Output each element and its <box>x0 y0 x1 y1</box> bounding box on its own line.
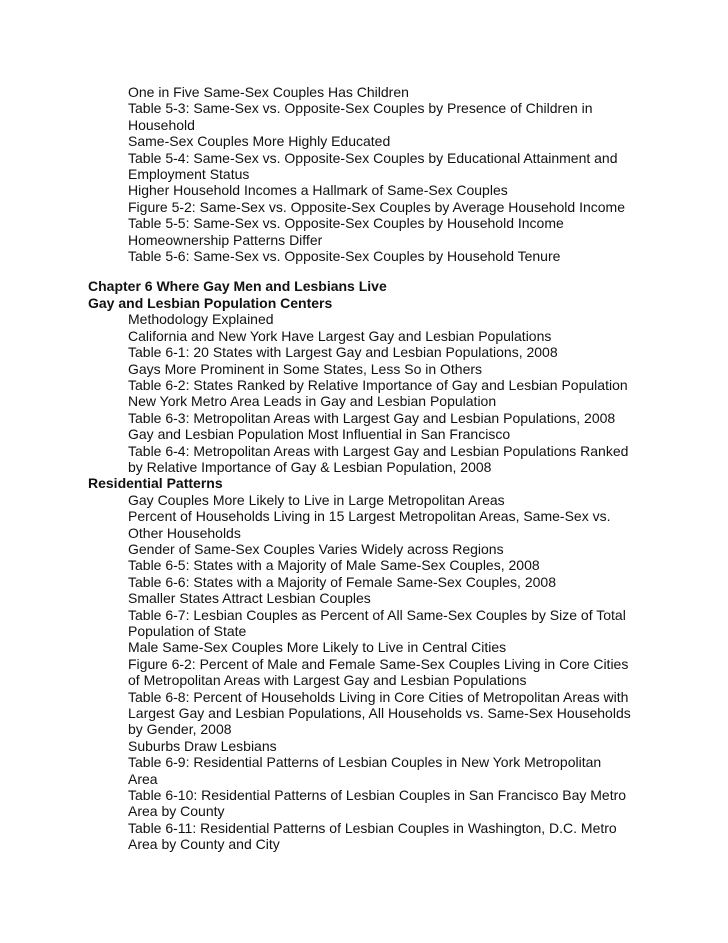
toc-entry: Table 6-7: Lesbian Couples as Percent of All Same-Sex Couples by Size of Total <box>128 606 626 623</box>
toc-entry: Gay Couples More Likely to Live in Large Metropolitan Areas <box>128 491 505 508</box>
toc-entry: Table 6-2: States Ranked by Relative Importance of Gay and Lesbian Population <box>128 376 628 393</box>
subsection2-entries <box>88 492 688 853</box>
subsection1-entries <box>88 311 688 475</box>
table-of-contents <box>88 84 688 853</box>
toc-entry: New York Metro Area Leads in Gay and Lesbian Population <box>128 393 497 410</box>
toc-entry: Gay and Lesbian Population Most Influential in San Francisco <box>128 426 511 443</box>
toc-entry: Table 6-11: Residential Patterns of Lesbian Couples in Washington, D.C. Metro <box>128 819 617 836</box>
toc-entry: Percent of Households Living in 15 Largest Metropolitan Areas, Same-Sex vs. <box>128 508 611 525</box>
toc-entry: Employment Status <box>128 166 250 183</box>
toc-entry: Table 5-4: Same-Sex vs. Opposite-Sex Couples by Educational Attainment and <box>128 149 618 166</box>
toc-entry: by Gender, 2008 <box>128 721 232 738</box>
toc-entry: by Relative Importance of Gay & Lesbian Population, 2008 <box>128 458 492 475</box>
toc-entry: Figure 6-2: Percent of Male and Female Same-Sex Couples Living in Core Cities <box>128 655 629 672</box>
toc-entry: Gays More Prominent in Some States, Less So in Others <box>128 360 483 377</box>
toc-entry: Homeownership Patterns Differ <box>128 231 323 248</box>
toc-entry: Table 6-3: Metropolitan Areas with Largest Gay and Lesbian Populations, 2008 <box>128 409 616 426</box>
toc-entry: Table 6-1: 20 States with Largest Gay and Lesbian Populations, 2008 <box>128 344 558 361</box>
subsection-title: Residential Patterns <box>88 475 223 492</box>
toc-entry: Other Households <box>128 524 241 541</box>
toc-entry: Same-Sex Couples More Highly Educated <box>128 133 391 150</box>
toc-entry: California and New York Have Largest Gay and Lesbian Populations <box>128 327 552 344</box>
toc-entry: of Metropolitan Areas with Largest Gay and Lesbian Populations <box>128 672 527 689</box>
subsection-title: Gay and Lesbian Population Centers <box>88 294 333 311</box>
toc-entry: Suburbs Draw Lesbians <box>128 737 277 754</box>
toc-entry: Table 5-3: Same-Sex vs. Opposite-Sex Couples by Presence of Children in <box>128 100 593 117</box>
toc-entry: Table 5-6: Same-Sex vs. Opposite-Sex Couples by Household Tenure <box>128 248 561 265</box>
toc-entry: Largest Gay and Lesbian Populations, All Households vs. Same-Sex Households <box>128 705 631 722</box>
spacer <box>88 264 688 278</box>
toc-entry: Higher Household Incomes a Hallmark of Same-Sex Couples <box>128 182 508 199</box>
section-top-entries <box>88 84 688 264</box>
toc-entry: Male Same-Sex Couples More Likely to Live in Central Cities <box>128 639 507 656</box>
toc-entry: Table 6-8: Percent of Households Living in Core Cities of Metropolitan Areas with <box>128 688 629 705</box>
toc-entry: Gender of Same-Sex Couples Varies Widely across Regions <box>128 540 504 557</box>
toc-entry: Table 6-4: Metropolitan Areas with Largest Gay and Lesbian Populations Ranked <box>128 442 629 459</box>
toc-entry: Area <box>128 770 158 787</box>
toc-entry: Methodology Explained <box>128 311 274 328</box>
toc-entry: Table 6-5: States with a Majority of Male Same-Sex Couples, 2008 <box>128 557 540 574</box>
toc-entry: Population of State <box>128 623 247 639</box>
toc-entry: Figure 5-2: Same-Sex vs. Opposite-Sex Couples by Average Household Income <box>128 198 625 215</box>
toc-entry: Table 6-10: Residential Patterns of Lesbian Couples in San Francisco Bay Metro <box>128 787 627 804</box>
chapter-title: Chapter 6 Where Gay Men and Lesbians Live <box>88 278 387 295</box>
toc-entry: Area by County and City <box>128 836 280 853</box>
toc-entry: Household <box>128 116 195 133</box>
toc-entry: Smaller States Attract Lesbian Couples <box>128 590 371 607</box>
toc-entry: Table 5-5: Same-Sex vs. Opposite-Sex Couples by Household Income <box>128 215 564 232</box>
toc-entry: Table 6-6: States with a Majority of Female Same-Sex Couples, 2008 <box>128 573 556 590</box>
toc-entry: Area by County <box>128 803 225 820</box>
toc-entry: Table 6-9: Residential Patterns of Lesbian Couples in New York Metropolitan <box>128 754 602 771</box>
toc-entry: One in Five Same-Sex Couples Has Children <box>128 84 409 100</box>
